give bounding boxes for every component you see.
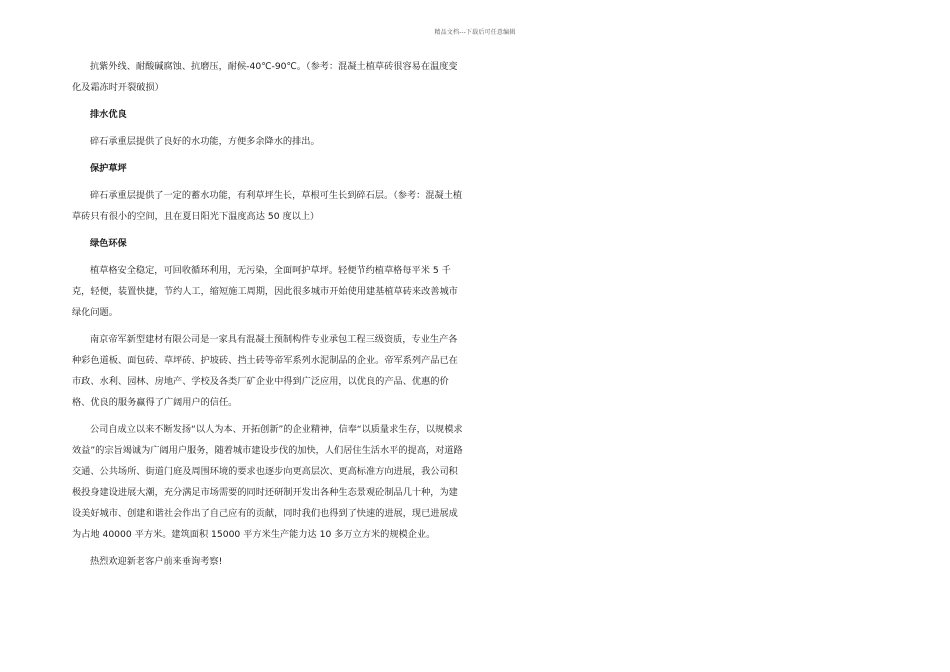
- paragraph-lawn-protection: 碎石承重层提供了一定的蓄水功能，有利草坪生长，草根可生长到碎石层。（参考：混凝土植草砖只有很小的空间，且在夏日阳光下温度高达 50 度以上）: [72, 190, 463, 222]
- paragraph-eco-friendly: 植草格安全稳定，可回收循环利用，无污染，全面呵护草坪。轻便节约植草格每平米 5 千克，轻便，装置快捷，节约人工，缩短施工周期，因此很多城市开始使用建基植草砖来改善城市绿化问题。: [72, 265, 458, 318]
- heading-eco-friendly: 绿色环保: [90, 238, 127, 249]
- paragraph-company-history: 公司自成立以来不断发扬“以人为本、开拓创新”的企业精神，信奉“以质量求生存，以规模求效益”的宗旨竭诚为广阔用户服务，随着城市建设步伐的加快，人们居住生活水平的提高，对道路交通、公共场所、街道门庭及周围环境的要求也逐步向更高层次、更高标准方向进展，我公司积极投身建设进展大潮，充分满足市场需要的同时还研制开发出各种生态景观砼制品几十种，为建设美好城市、创建和谐社会作出了自己应有的贡献，同时我们也得到了快速的进展，现已进展成为占地 40000 平方米。建筑面积 15000 平方米生产能力达 10 多万立方米的规模企业。: [72, 424, 463, 540]
- paragraph-company-intro: 南京帝军新型建材有限公司是一家具有混凝土预制构件专业承包工程三级资质，专业生产各种彩色道板、面包砖、草坪砖、护坡砖、挡土砖等帝军系列水泥制品的企业。帝军系列产品已在市政、水利、园林、房地产、学校及各类厂矿企业中得到广泛应用，以优良的产品、优惠的价格、优良的服务赢得了广阔用户的信任。: [72, 334, 458, 408]
- paragraph-welcome: 热烈欢迎新老客户前来垂询考察!: [90, 556, 223, 567]
- heading-lawn-protection: 保护草坪: [90, 163, 127, 174]
- document-body: [72, 56, 465, 578]
- paragraph-drainage: 碎石承重层提供了良好的水功能，方便多余降水的排出。: [90, 136, 320, 147]
- page-header: 精品文档---下载后可任意编辑: [434, 29, 516, 36]
- paragraph-weather-resistance: 抗紫外线、耐酸碱腐蚀、抗磨压，耐候-40℃-90℃。（参考：混凝土植草砖很容易在温度变化及霜冻时开裂破损）: [72, 61, 458, 93]
- heading-drainage: 排水优良: [90, 109, 127, 120]
